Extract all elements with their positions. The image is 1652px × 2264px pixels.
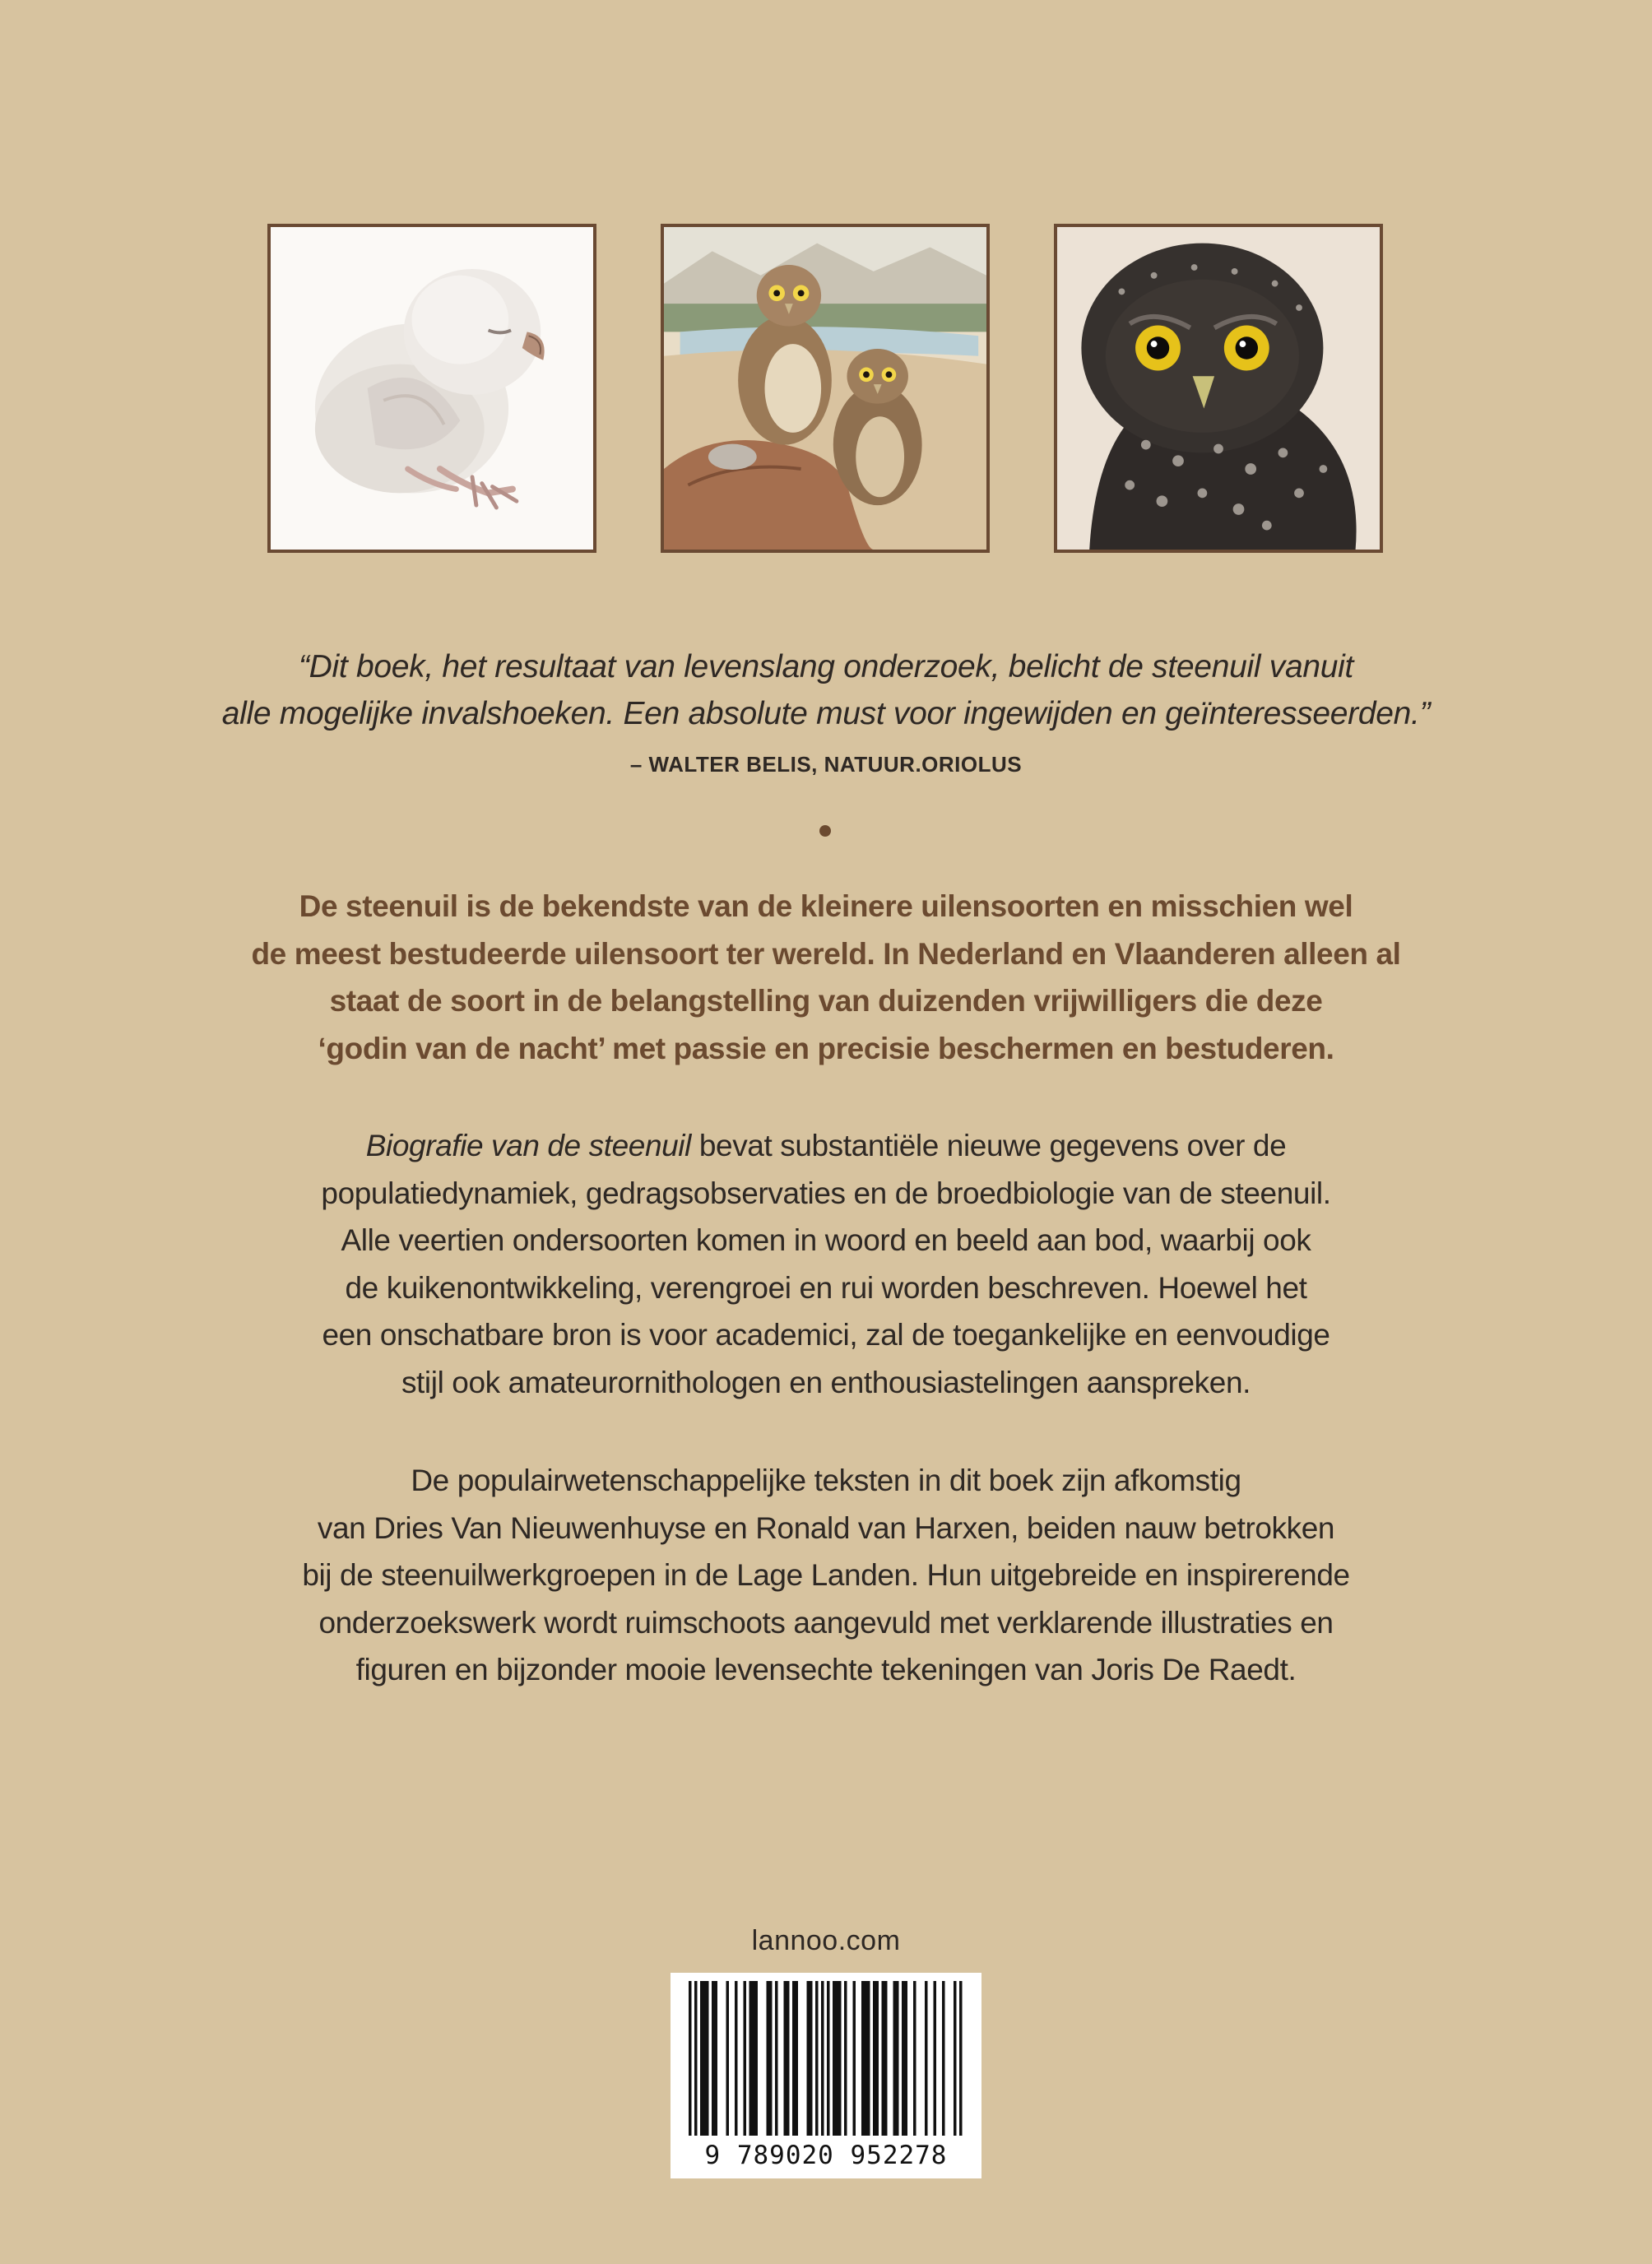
divider-dot [819, 825, 831, 837]
barcode-bar [749, 1981, 753, 2136]
barcode-bar [873, 1981, 876, 2136]
barcode-bar [833, 1981, 836, 2136]
barcode-bar [744, 1981, 747, 2136]
book-title: Biografie van de steenuil [365, 1129, 691, 1162]
paragraph-line: een onschatbare bron is voor academici, zal de toegankelijke en eenvoudige [322, 1318, 1330, 1352]
barcode-bars [671, 1973, 981, 2137]
barcode-bar [807, 1981, 810, 2136]
barcode-bar [752, 1981, 755, 2136]
barcode-bar [821, 1981, 824, 2136]
two-little-owls-landscape-illustration [661, 224, 990, 553]
description-paragraph [206, 1122, 1446, 1406]
paragraph-line: onderzoekswerk wordt ruimschoots aangevuld met verklarende illustraties en [318, 1605, 1334, 1640]
barcode-bar [827, 1981, 830, 2136]
paragraph-line: stijl ook amateurornithologen en enthousiastelingen aanspreken. [401, 1365, 1251, 1399]
barcode-bar [767, 1981, 770, 2136]
publisher-website: lannoo.com [751, 1925, 901, 1956]
barcode-bar [942, 1981, 945, 2136]
paragraph-line: van Dries Van Nieuwenhuyse en Ronald van Harxen, beiden nauw betrokken [317, 1510, 1335, 1545]
barcode-bar [902, 1981, 905, 2136]
isbn-number: 9 789020 952278 [704, 2141, 948, 2170]
intro-line: staat de soort in de belangstelling van duizenden vrijwilligers die deze [329, 984, 1323, 1018]
barcode-bar [712, 1981, 715, 2136]
barcode-bar [882, 1981, 885, 2136]
dark-owl-portrait-illustration [1054, 224, 1383, 553]
barcode-bar [861, 1981, 865, 2136]
barcode-bar [815, 1981, 819, 2136]
barcode-bar [726, 1981, 730, 2136]
barcode-bar [838, 1981, 842, 2136]
barcode-bar [769, 1981, 773, 2136]
quote-attribution: – WALTER BELIS, NATUUR.ORIOLUS [629, 752, 1023, 777]
intro-paragraph [206, 883, 1446, 1072]
barcode-bar [896, 1981, 899, 2136]
quote-line: “Dit boek, het resultaat van levenslang onderzoek, belicht de steenuil vanuit [298, 649, 1354, 684]
barcode-bar [913, 1981, 916, 2136]
barcode-bar [706, 1981, 709, 2136]
quote-line: alle mogelijke invalshoeken. Een absolute must voor ingewijden en geïnteresseerden.” [221, 696, 1431, 731]
paragraph-line: De populairwetenschappelijke teksten in dit boek zijn afkomstig [411, 1464, 1241, 1497]
intro-line: de meest bestudeerde uilensoort ter wereld. In Nederland en Vlaanderen alleen al [251, 936, 1401, 971]
barcode-bar [865, 1981, 868, 2136]
barcode-bar [893, 1981, 897, 2136]
intro-line: De steenuil is de bekendste van de kleinere uilensoorten en misschien wel [299, 889, 1353, 923]
barcode-bar [905, 1981, 908, 2136]
barcode-bar [715, 1981, 718, 2136]
paragraph-line [206, 1122, 1446, 1170]
barcode-bar [784, 1981, 787, 2136]
barcode-bar [810, 1981, 813, 2136]
authors-paragraph [206, 1457, 1446, 1694]
paragraph-line-rest: bevat substantiële nieuwe gegevens over de [690, 1129, 1287, 1162]
barcode-bar [876, 1981, 879, 2136]
paragraph-line: populatiedynamiek, gedragsobservaties en de broedbiologie van de steenuil. [321, 1176, 1331, 1210]
intro-line: ‘godin van de nacht’ met passie en precisie beschermen en bestuderen. [318, 1031, 1334, 1065]
barcode-bar [796, 1981, 799, 2136]
review-quote [206, 643, 1446, 737]
barcode-bar [954, 1981, 957, 2136]
barcode-bar [934, 1981, 937, 2136]
barcode-bar [694, 1981, 698, 2136]
barcode-bar [836, 1981, 839, 2136]
barcode-bar [867, 1981, 870, 2136]
barcode-bar [844, 1981, 847, 2136]
owl-chick-illustration [267, 224, 596, 553]
barcode-bar [775, 1981, 778, 2136]
paragraph-line: bij de steenuilwerkgroepen in de Lage Landen. Hun uitgebreide en inspirerende [302, 1558, 1350, 1592]
paragraph-line: figuren en bijzonder mooie levensechte tekeningen van Joris De Raedt. [355, 1653, 1297, 1686]
barcode-bar [959, 1981, 963, 2136]
barcode-bar [787, 1981, 790, 2136]
barcode-bar [735, 1981, 738, 2136]
paragraph-line: de kuikenontwikkeling, verengroei en rui worden beschreven. Hoewel het [345, 1270, 1307, 1305]
paragraph-line: Alle veertien ondersoorten komen in woord en beeld aan bod, waarbij ook [341, 1223, 1311, 1257]
barcode-bar [884, 1981, 888, 2136]
barcode-bar [703, 1981, 707, 2136]
barcode-bar [792, 1981, 796, 2136]
barcode-bar [853, 1981, 856, 2136]
barcode-bar [925, 1981, 928, 2136]
barcode-bar [689, 1981, 692, 2136]
barcode-bar [700, 1981, 703, 2136]
isbn-barcode [671, 1973, 981, 2178]
barcode-bar [755, 1981, 759, 2136]
